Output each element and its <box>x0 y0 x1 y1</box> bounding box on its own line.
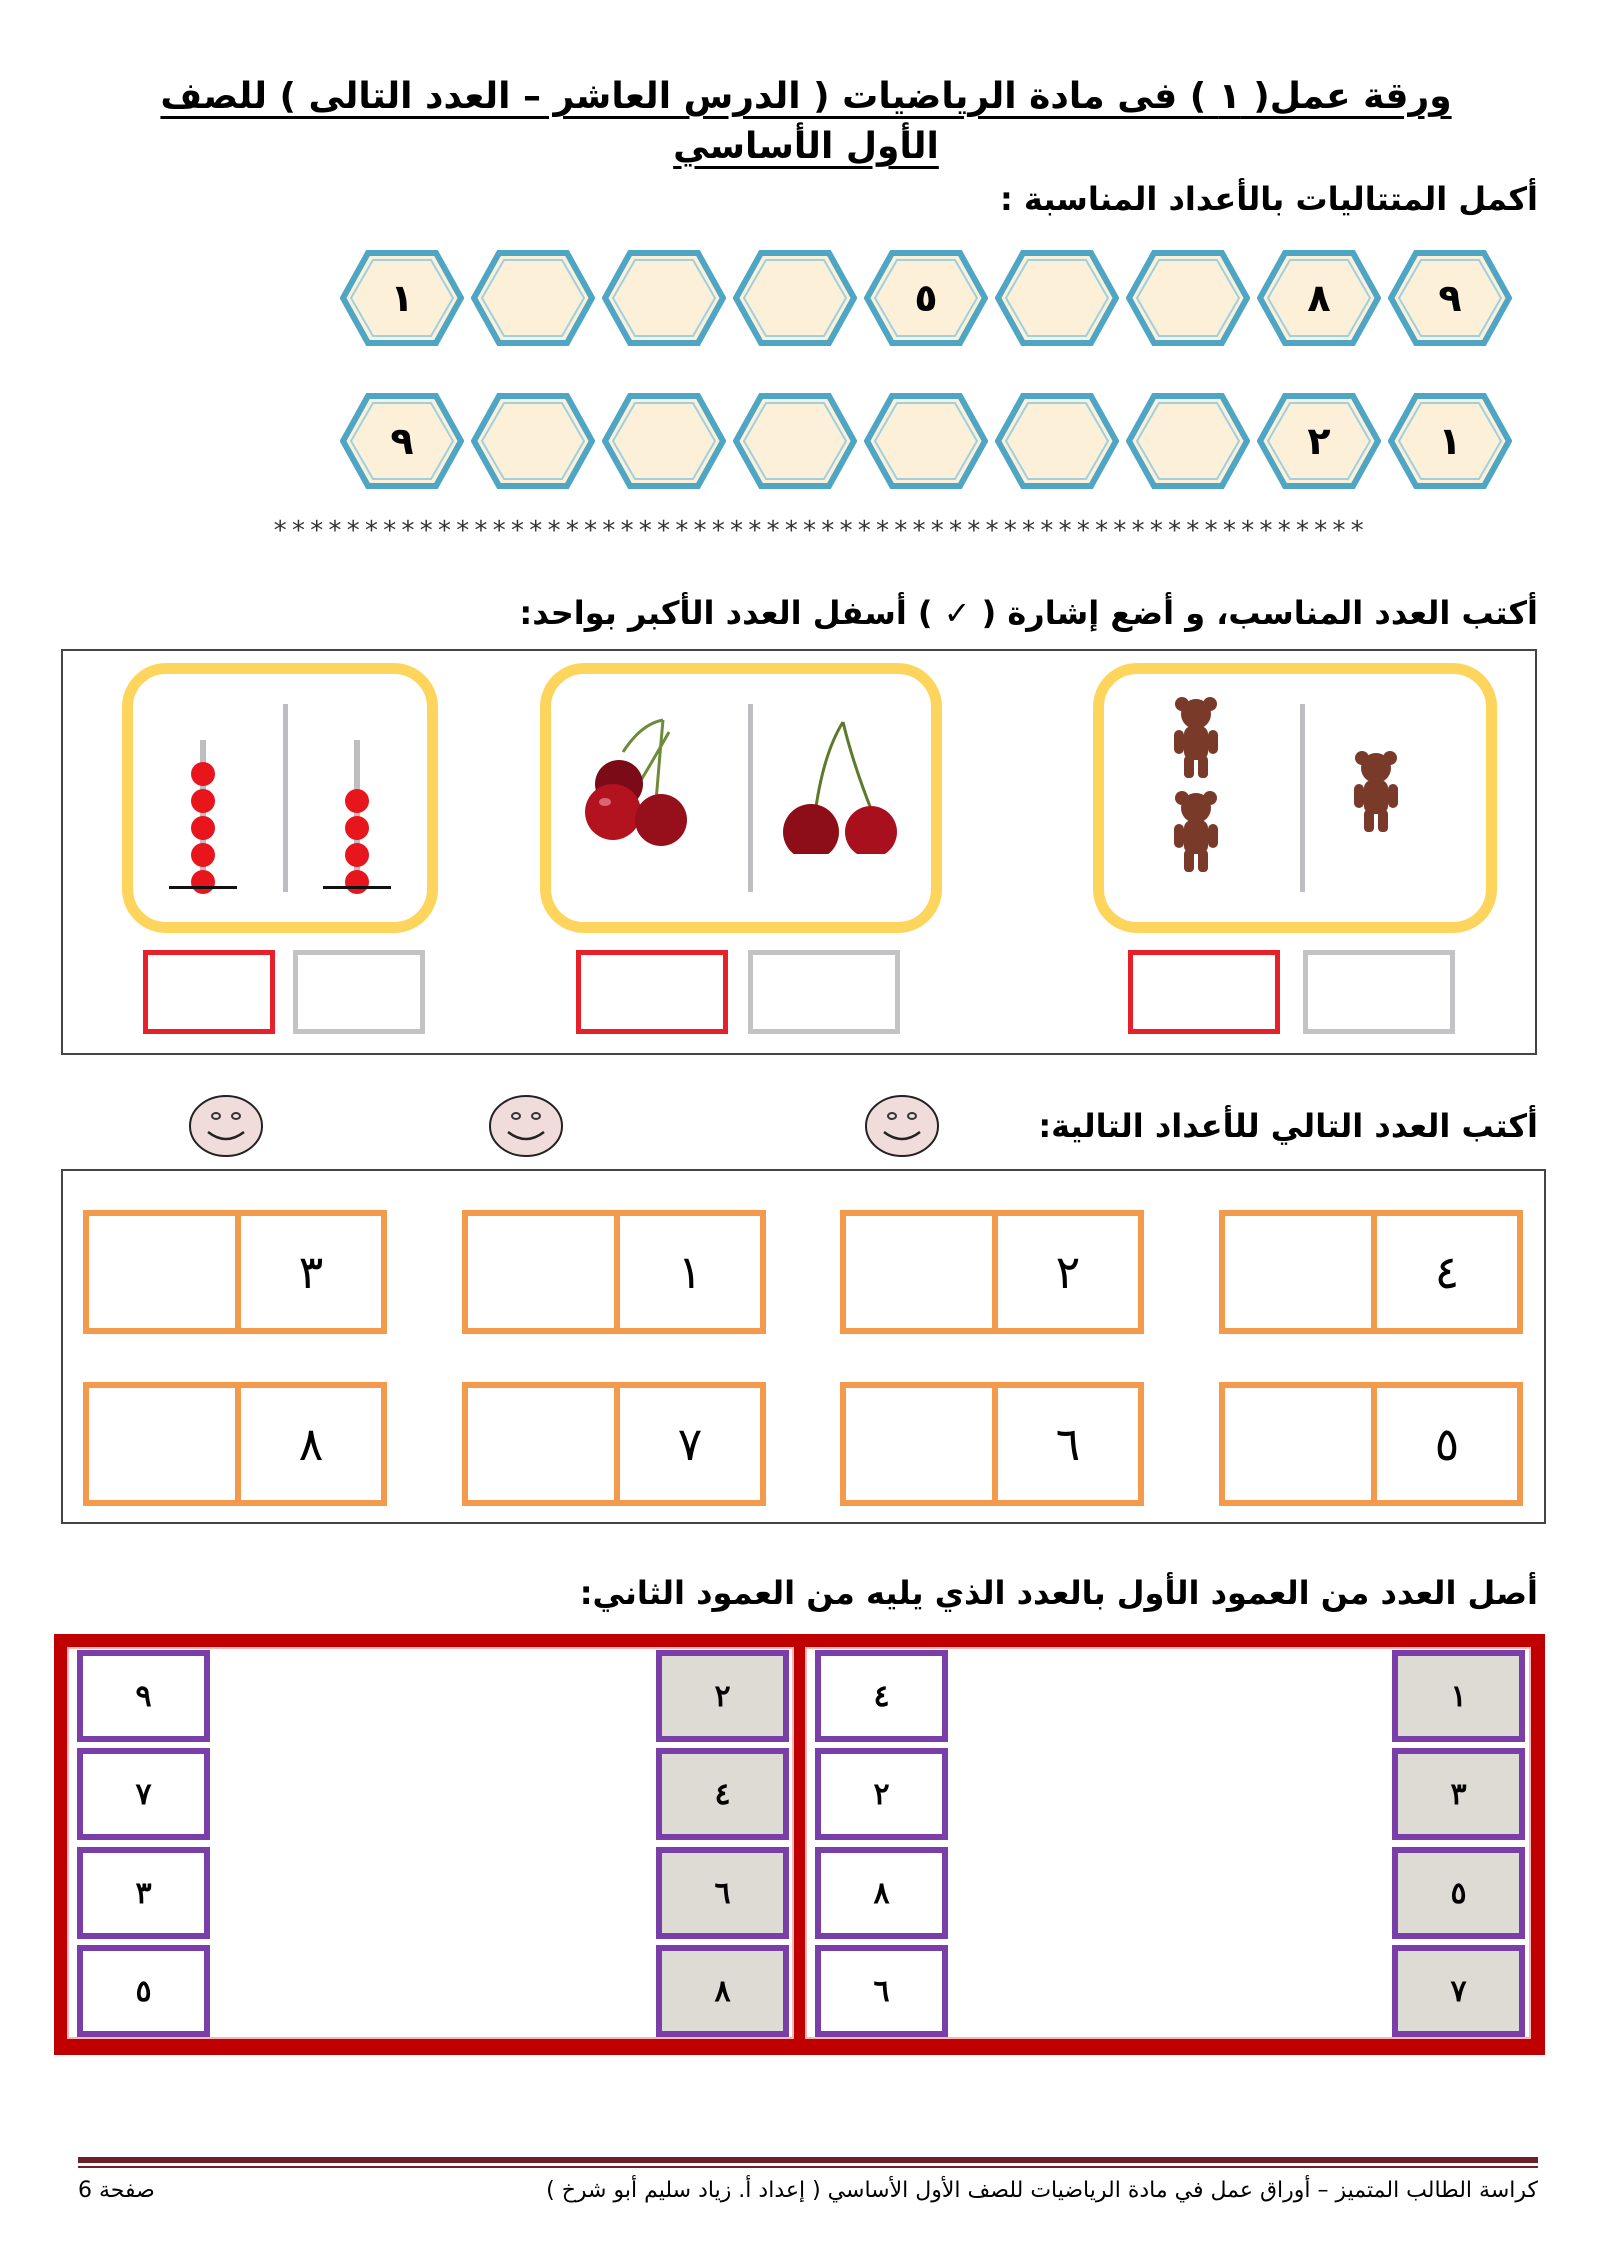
match-target[interactable]: ٨ <box>815 1847 948 1939</box>
match-source[interactable]: ٥ <box>1392 1847 1525 1939</box>
next-number-item[interactable]: ٢ <box>840 1210 1144 1334</box>
match-target[interactable]: ٧ <box>77 1748 210 1840</box>
section4-heading: أصل العدد من العمود الأول بالعدد الذي يليه من العمود الثاني: <box>579 1574 1538 1612</box>
hex-cell[interactable]: ١ <box>340 250 464 346</box>
card-abacus <box>122 663 438 933</box>
hex-cell[interactable]: ٥ <box>864 250 988 346</box>
page-number: صفحة 6 <box>78 2178 155 2203</box>
section3-heading: أكتب العدد التالي للأعداد التالية: <box>1038 1107 1538 1145</box>
hex-cell[interactable]: ٢ <box>1257 393 1381 489</box>
card-cherries <box>540 663 942 933</box>
hex-cell[interactable] <box>733 250 857 346</box>
card-divider <box>283 704 288 892</box>
smiley-face-icon <box>188 1094 264 1158</box>
next-number-item[interactable]: ٣ <box>83 1210 387 1334</box>
next-number-item[interactable]: ٨ <box>83 1382 387 1506</box>
abacus-5-beads-icon <box>163 724 243 894</box>
footer-rule-thin <box>78 2166 1538 2168</box>
two-cherries-icon <box>763 714 913 854</box>
answer-box-cherries-right[interactable] <box>748 950 900 1034</box>
one-teddy-bear-icon <box>1334 748 1424 848</box>
next-number-item[interactable]: ٥ <box>1219 1382 1523 1506</box>
section1-heading: أكمل المتتاليات بالأعداد المناسبة : <box>999 180 1538 218</box>
hex-cell[interactable] <box>995 250 1119 346</box>
hex-cell[interactable] <box>471 393 595 489</box>
hex-cell[interactable] <box>733 393 857 489</box>
match-target[interactable]: ٩ <box>77 1650 210 1742</box>
smiley-face-icon <box>488 1094 564 1158</box>
matching-frame <box>54 1634 1545 2055</box>
answer-box-abacus-left[interactable] <box>143 950 275 1034</box>
card-divider <box>748 704 753 892</box>
smiley-face-icon <box>864 1094 940 1158</box>
answer-box-cherries-left[interactable] <box>576 950 728 1034</box>
hex-cell[interactable] <box>1126 393 1250 489</box>
next-number-item[interactable]: ٧ <box>462 1382 766 1506</box>
two-teddy-bears-icon <box>1154 694 1244 894</box>
footer-text: كراسة الطالب المتميز – أوراق عمل في مادة الرياضيات للصف الأول الأساسي ( إعداد أ. زياد سليم أبو شرخ ) <box>546 2178 1538 2203</box>
hex-cell[interactable]: ١ <box>1388 393 1512 489</box>
match-target[interactable]: ٣ <box>77 1847 210 1939</box>
abacus-4-beads-icon <box>317 724 397 894</box>
footer-rule <box>78 2157 1538 2163</box>
hex-cell[interactable]: ٩ <box>1388 250 1512 346</box>
asterisk-separator: ************************************************************ <box>272 516 1368 546</box>
section2-heading: أكتب العدد المناسب، و أضع إشارة ( ✓ ) أسفل العدد الأكبر بواحد: <box>519 594 1538 632</box>
hex-cell[interactable] <box>864 393 988 489</box>
hex-sequence-row-2 <box>340 393 1512 489</box>
hex-cell[interactable]: ٨ <box>1257 250 1381 346</box>
card-teddy-bears <box>1093 663 1497 933</box>
match-source[interactable]: ٣ <box>1392 1748 1525 1840</box>
answer-box-bears-right[interactable] <box>1303 950 1455 1034</box>
next-number-item[interactable]: ٤ <box>1219 1210 1523 1334</box>
hex-cell[interactable] <box>602 250 726 346</box>
hex-sequence-row-1 <box>340 250 1512 346</box>
match-target[interactable]: ٢ <box>815 1748 948 1840</box>
match-source[interactable]: ٦ <box>656 1847 789 1939</box>
match-target[interactable]: ٥ <box>77 1945 210 2037</box>
next-number-item[interactable]: ٦ <box>840 1382 1144 1506</box>
hex-cell[interactable]: ٩ <box>340 393 464 489</box>
match-source[interactable]: ٢ <box>656 1650 789 1742</box>
answer-box-bears-left[interactable] <box>1128 950 1280 1034</box>
match-source[interactable]: ٤ <box>656 1748 789 1840</box>
match-source[interactable]: ٨ <box>656 1945 789 2037</box>
three-cherries-icon <box>571 714 711 854</box>
answer-box-abacus-right[interactable] <box>293 950 425 1034</box>
worksheet-title: ورقة عمل( ١ ) فى مادة الرياضيات ( الدرس العاشر – العدد التالى ) للصف الأول الأساسي <box>160 76 1452 167</box>
match-target[interactable]: ٤ <box>815 1650 948 1742</box>
hex-cell[interactable] <box>471 250 595 346</box>
hex-cell[interactable] <box>602 393 726 489</box>
hex-cell[interactable] <box>1126 250 1250 346</box>
match-source[interactable]: ٧ <box>1392 1945 1525 2037</box>
match-target[interactable]: ٦ <box>815 1945 948 2037</box>
next-number-item[interactable]: ١ <box>462 1210 766 1334</box>
card-divider <box>1300 704 1305 892</box>
match-source[interactable]: ١ <box>1392 1650 1525 1742</box>
hex-cell[interactable] <box>995 393 1119 489</box>
